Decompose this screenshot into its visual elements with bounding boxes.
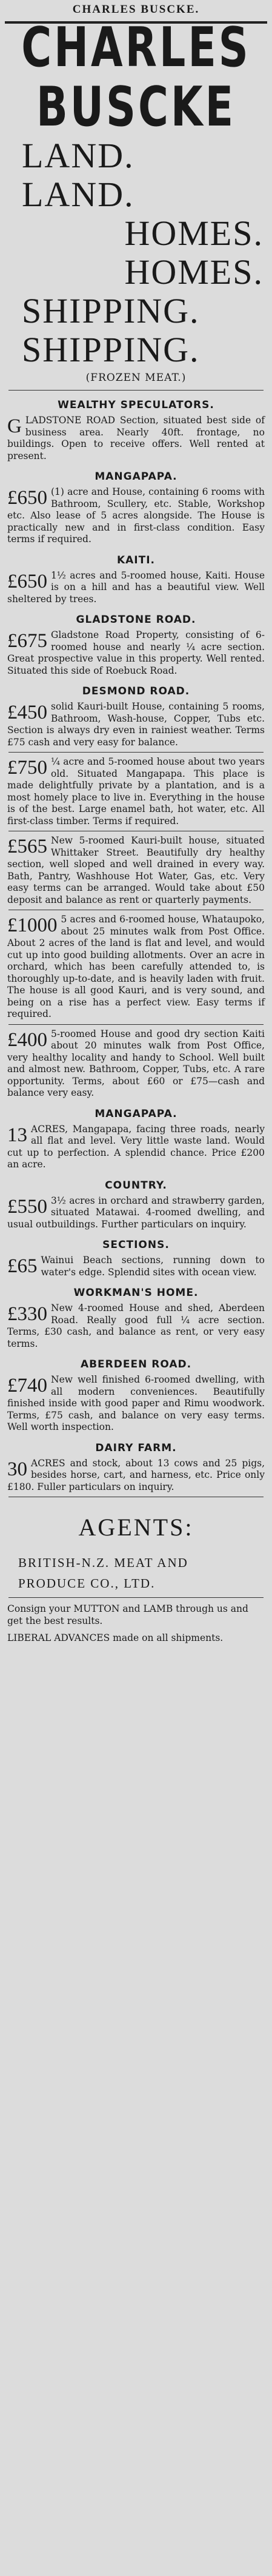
- listing-lead: £330: [7, 1303, 47, 1325]
- section-divider: [8, 390, 264, 391]
- listing-lead: £740: [7, 1375, 47, 1397]
- listing-item: [0, 756, 272, 827]
- listing-lead: 30: [7, 1458, 27, 1480]
- listing-text: 5 acres and 6-roomed house, Whataupoko, about 25 minutes walk from Post Office. About 2 acres of the land is flat and level, and would cut up into good building allotments. Over an acre in orchard, which has been carefully attended to, is thoroughly up-to-date, and is heavily laden with fruit. The house is all good Kauri, and is very sound, and being on a rise has a perfect view. Easy terms if required.: [7, 914, 265, 1019]
- listing-text: 5-roomed House and good dry section Kaiti about 20 minutes walk from Post Office, very healthy locality and handy to School. Well built and almost new. Bathroom, Copper, Tubs, etc. A rare opportunity. Terms, about £60 or £75—cash and balance very easy.: [7, 1028, 265, 1098]
- headline-homes-2: HOMES.: [124, 252, 264, 292]
- listing-item: [0, 835, 272, 906]
- agent-company: [0, 1552, 272, 1594]
- listing-text: Wainui Beach sections, running down to water's edge. Splendid sites with ocean view.: [41, 1255, 265, 1278]
- listing-text: 3½ acres in orchard and strawberry garden, situated Matawai. 4-roomed dwelling, and usual outbuildings. Further particulars on inquiry.: [7, 1195, 265, 1230]
- listing-title: DAIRY FARM.: [95, 1441, 177, 1454]
- listing-lead: G: [7, 415, 22, 437]
- listing-item: [0, 1028, 272, 1099]
- listing-title: GLADSTONE ROAD.: [76, 614, 196, 626]
- listing-text: LADSTONE ROAD Section, situated best side of business area. Nearly 40ft. frontage, no buildings. Open to receive offers. Well rented at present.: [7, 415, 265, 461]
- listing-item: [0, 415, 272, 462]
- listing-divider: [8, 1024, 264, 1025]
- listing-item: [0, 701, 272, 748]
- frozen-meat-subtitle: (FROZEN MEAT.): [85, 372, 187, 384]
- listing-lead: 13: [7, 1124, 27, 1146]
- listing-title: KAITI.: [116, 554, 156, 566]
- listing-title: COUNTRY.: [105, 1179, 167, 1192]
- brand-line-1: CHARLES: [21, 16, 251, 80]
- listing-lead: £650: [7, 570, 47, 592]
- listing-lead: £650: [7, 487, 47, 509]
- listing-lead: £1000: [7, 914, 58, 936]
- listing-title: MANGAPAPA.: [95, 471, 177, 483]
- listing-item: [0, 1303, 272, 1350]
- listing-item: [0, 1374, 272, 1434]
- listing-title: WEALTHY SPECULATORS.: [58, 399, 214, 411]
- headline-land-2: LAND.: [22, 175, 134, 214]
- listing-item: [0, 1458, 272, 1494]
- listing-text: ¼ acre and 5-roomed house about two years old. Situated Mangapapa. This place is made delightfully private by a plantation, and is a most homely place to live in. Everything in the house is of the best. Large enamel bath, hot water, etc. All first-class timber. Terms if required.: [7, 756, 265, 827]
- listing-lead: £450: [7, 702, 47, 723]
- footer-divider: [8, 1597, 264, 1598]
- brand-line-2: BUSCKE: [36, 76, 236, 139]
- listing-text: (1) acre and House, containing 6 rooms with Bathroom, Scullery, etc. Stable, Workshop etc. Also lease of 5 acres alongside. The House is practically new and in first-class condition. Easy terms if required.: [7, 486, 265, 545]
- listing-lead: £65: [7, 1255, 38, 1277]
- listing-item: [0, 629, 272, 677]
- listing-text: New 4-roomed House and shed, Aberdeen Road. Really good full ¼ acre section. Terms, £30 cash, and balance as rent, or very easy terms.: [7, 1303, 265, 1349]
- listing-text: Gladstone Road Property, consisting of 6-roomed house and nearly ¼ acre section. Great prospective value in this property. Well rented. Situated this side of Roebuck Road.: [7, 629, 265, 676]
- advances-notice: LIBERAL ADVANCES made on all shipments.: [7, 1632, 224, 1643]
- headline-shipping-1: SHIPPING.: [22, 291, 200, 330]
- listing-text: New 5-roomed Kauri-built house, situated Whittaker Street. Beautifully dry healthy section, well sloped and well drained in every way. Bath, Pantry, Washhouse Hot Water, Gas, etc. Very easy terms can be arranged. Would take about £50 deposit and balance as rent or quarterly payments.: [7, 835, 265, 905]
- listing-divider: [8, 752, 264, 753]
- listing-item: [0, 1124, 272, 1171]
- listing-title: MANGAPAPA.: [95, 1107, 177, 1120]
- agent-company-line-1: BRITISH-N.Z. MEAT AND: [18, 1555, 188, 1570]
- listings-container: [0, 399, 272, 1493]
- agent-company-line-2: PRODUCE CO., LTD.: [18, 1576, 156, 1591]
- consign-notice: Consign your MUTTON and LAMB through us and get the best results.: [7, 1603, 248, 1626]
- listing-text: 1½ acres and 5-roomed house, Kaiti. House is on a hill and has a beautiful view. Well sheltered by trees.: [7, 569, 265, 605]
- headline-land-1: LAND.: [22, 136, 134, 175]
- listing-lead: £400: [7, 1028, 47, 1051]
- listing-text: New well finished 6-roomed dwelling, with all modern conveniences. Beautifully finished inside with good paper and Rimu woodwork. Terms, £75 cash, and balance on very easy terms. Well worth inspection.: [7, 1374, 265, 1432]
- listing-item: [0, 1195, 272, 1231]
- listing-title: WORKMAN'S HOME.: [73, 1287, 199, 1299]
- listing-lead: £565: [7, 836, 47, 857]
- listing-title: SECTIONS.: [102, 1239, 170, 1251]
- agents-heading: AGENTS:: [78, 1514, 194, 1541]
- headline-shipping-2: SHIPPING.: [22, 330, 200, 369]
- listing-item: [0, 1255, 272, 1278]
- listing-title: ABERDEEN ROAD.: [80, 1358, 192, 1370]
- headline-homes-1: HOMES.: [124, 213, 264, 253]
- listing-lead: £750: [7, 757, 47, 779]
- listing-title: DESMOND ROAD.: [82, 685, 190, 697]
- listing-item: [0, 914, 272, 1021]
- listing-item: [0, 570, 272, 606]
- listing-text: ACRES, Mangapapa, facing three roads, nearly all flat and level. Very little waste land. Would cut up to perfection. A splendid chance. Price £200 an acre.: [7, 1123, 265, 1170]
- listing-lead: £675: [7, 630, 47, 652]
- page-header: CHARLES BUSCKE.: [72, 3, 200, 16]
- listing-text: solid Kauri-built House, containing 5 rooms, Bathroom, Wash-house, Copper, Tubs etc. Section is always dry even in rainiest weather. Terms £75 cash and very easy for balance.: [7, 701, 265, 748]
- listing-text: ACRES and stock, about 13 cows and 25 pigs, besides horse, cart, and harness, etc. Price only £180. Fuller particulars on inquiry.: [7, 1457, 265, 1492]
- listing-lead: £550: [7, 1195, 47, 1218]
- listing-item: [0, 486, 272, 546]
- brand-name: [0, 16, 272, 139]
